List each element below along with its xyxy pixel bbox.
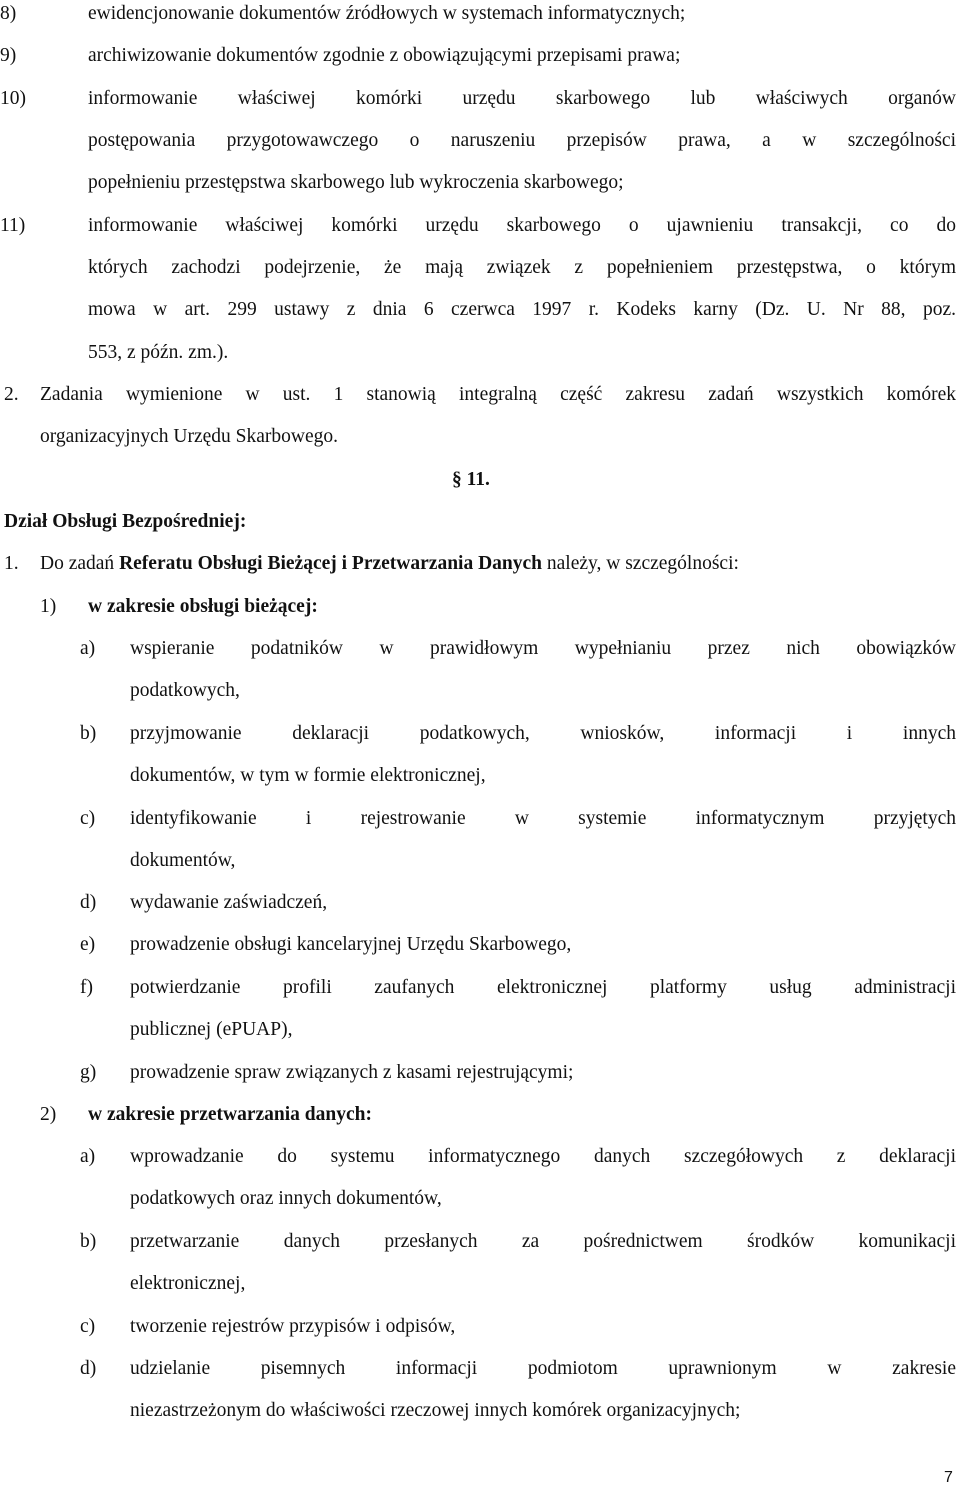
item-text-line: przetwarzanie danych przesłanych za pośrednictwem środków komunikacji xyxy=(130,1231,956,1252)
item-letter: d) xyxy=(80,1358,97,1379)
paragraph-text-line: organizacyjnych Urzędu Skarbowego. xyxy=(40,426,338,447)
list-number: 11) xyxy=(0,215,26,236)
item-letter: c) xyxy=(80,808,96,829)
item-text-line: prowadzenie spraw związanych z kasami rejestrującymi; xyxy=(130,1062,574,1083)
list-text: archiwizowanie dokumentów zgodnie z obowiązującymi przepisami prawa; xyxy=(88,45,681,66)
item-text-line: potwierdzanie profili zaufanych elektronicznej platformy usług administracji xyxy=(130,977,956,998)
intro-text: Do zadań xyxy=(40,553,120,574)
item-letter: f) xyxy=(80,977,93,998)
list-text-line: 553, z późn. zm.). xyxy=(88,342,229,363)
item-letter: a) xyxy=(80,638,96,659)
item-text-line: elektronicznej, xyxy=(130,1273,246,1294)
item-letter: e) xyxy=(80,934,96,955)
item-text-line: udzielanie pisemnych informacji podmiotom uprawnionym w zakresie xyxy=(130,1358,956,1379)
intro-text-end: należy, w szczególności: xyxy=(542,553,739,574)
item-text-line: publicznej (ePUAP), xyxy=(130,1019,293,1040)
list-text-line: informowanie właściwej komórki urzędu skarbowego lub właściwych organów xyxy=(88,88,956,109)
item-text-line: dokumentów, w tym w formie elektronicznej, xyxy=(130,765,486,786)
list-text-line: postępowania przygotowawczego o naruszeniu przepisów prawa, a w szczególności xyxy=(88,130,956,151)
item-letter: b) xyxy=(80,1231,97,1252)
list-text-line: popełnieniu przestępstwa skarbowego lub wykroczenia skarbowego; xyxy=(88,172,624,193)
group-number: 2) xyxy=(40,1104,57,1125)
item-text-line: tworzenie rejestrów przypisów i odpisów, xyxy=(130,1316,456,1337)
list-text-line: informowanie właściwej komórki urzędu skarbowego o ujawnieniu transakcji, co do xyxy=(88,215,956,236)
list-number: 10) xyxy=(0,88,26,109)
item-text-line: dokumentów, xyxy=(130,850,236,871)
list-text-line: których zachodzi podejrzenie, że mają związek z popełnieniem przestępstwa, o którym xyxy=(88,257,956,278)
item-text-line: podatkowych, xyxy=(130,680,240,701)
list-text-line: mowa w art. 299 ustawy z dnia 6 czerwca 1997 r. Kodeks karny (Dz. U. Nr 88, poz. xyxy=(88,299,956,320)
paragraph-number: 1. xyxy=(4,553,19,574)
item-text-line: identyfikowanie i rejestrowanie w systemie informatycznym przyjętych xyxy=(130,808,956,829)
department-title: Dział Obsługi Bezpośredniej: xyxy=(4,511,247,532)
group-title: w zakresie obsługi bieżącej: xyxy=(88,596,318,617)
list-number: 9) xyxy=(0,45,17,66)
unit-name: Referatu Obsługi Bieżącej i Przetwarzania Danych xyxy=(119,553,543,574)
item-text-line: wspieranie podatników w prawidłowym wypełnianiu przez nich obowiązków xyxy=(130,638,956,659)
item-letter: c) xyxy=(80,1316,96,1337)
item-letter: d) xyxy=(80,892,97,913)
item-text-line: przyjmowanie deklaracji podatkowych, wniosków, informacji i innych xyxy=(130,723,956,744)
paragraph-intro xyxy=(40,554,739,574)
paragraph-number: 2. xyxy=(4,384,19,405)
page-number: 7 xyxy=(944,1469,953,1486)
list-number: 8) xyxy=(0,3,17,24)
group-title: w zakresie przetwarzania danych: xyxy=(88,1104,372,1125)
item-text-line: wydawanie zaświadczeń, xyxy=(130,892,328,913)
section-heading: § 11. xyxy=(452,469,490,490)
item-letter: b) xyxy=(80,723,97,744)
group-number: 1) xyxy=(40,596,57,617)
item-text-line: niezastrzeżonym do właściwości rzeczowej innych komórek organizacyjnych; xyxy=(130,1400,741,1421)
item-text-line: wprowadzanie do systemu informatycznego danych szczegółowych z deklaracji xyxy=(130,1146,956,1167)
item-letter: g) xyxy=(80,1062,97,1083)
item-letter: a) xyxy=(80,1146,96,1167)
list-text: ewidencjonowanie dokumentów źródłowych w systemach informatycznych; xyxy=(88,3,686,24)
item-text-line: podatkowych oraz innych dokumentów, xyxy=(130,1188,442,1209)
paragraph-text-line: Zadania wymienione w ust. 1 stanowią integralną część zakresu zadań wszystkich komórek xyxy=(40,384,956,405)
item-text-line: prowadzenie obsługi kancelaryjnej Urzędu Skarbowego, xyxy=(130,934,572,955)
